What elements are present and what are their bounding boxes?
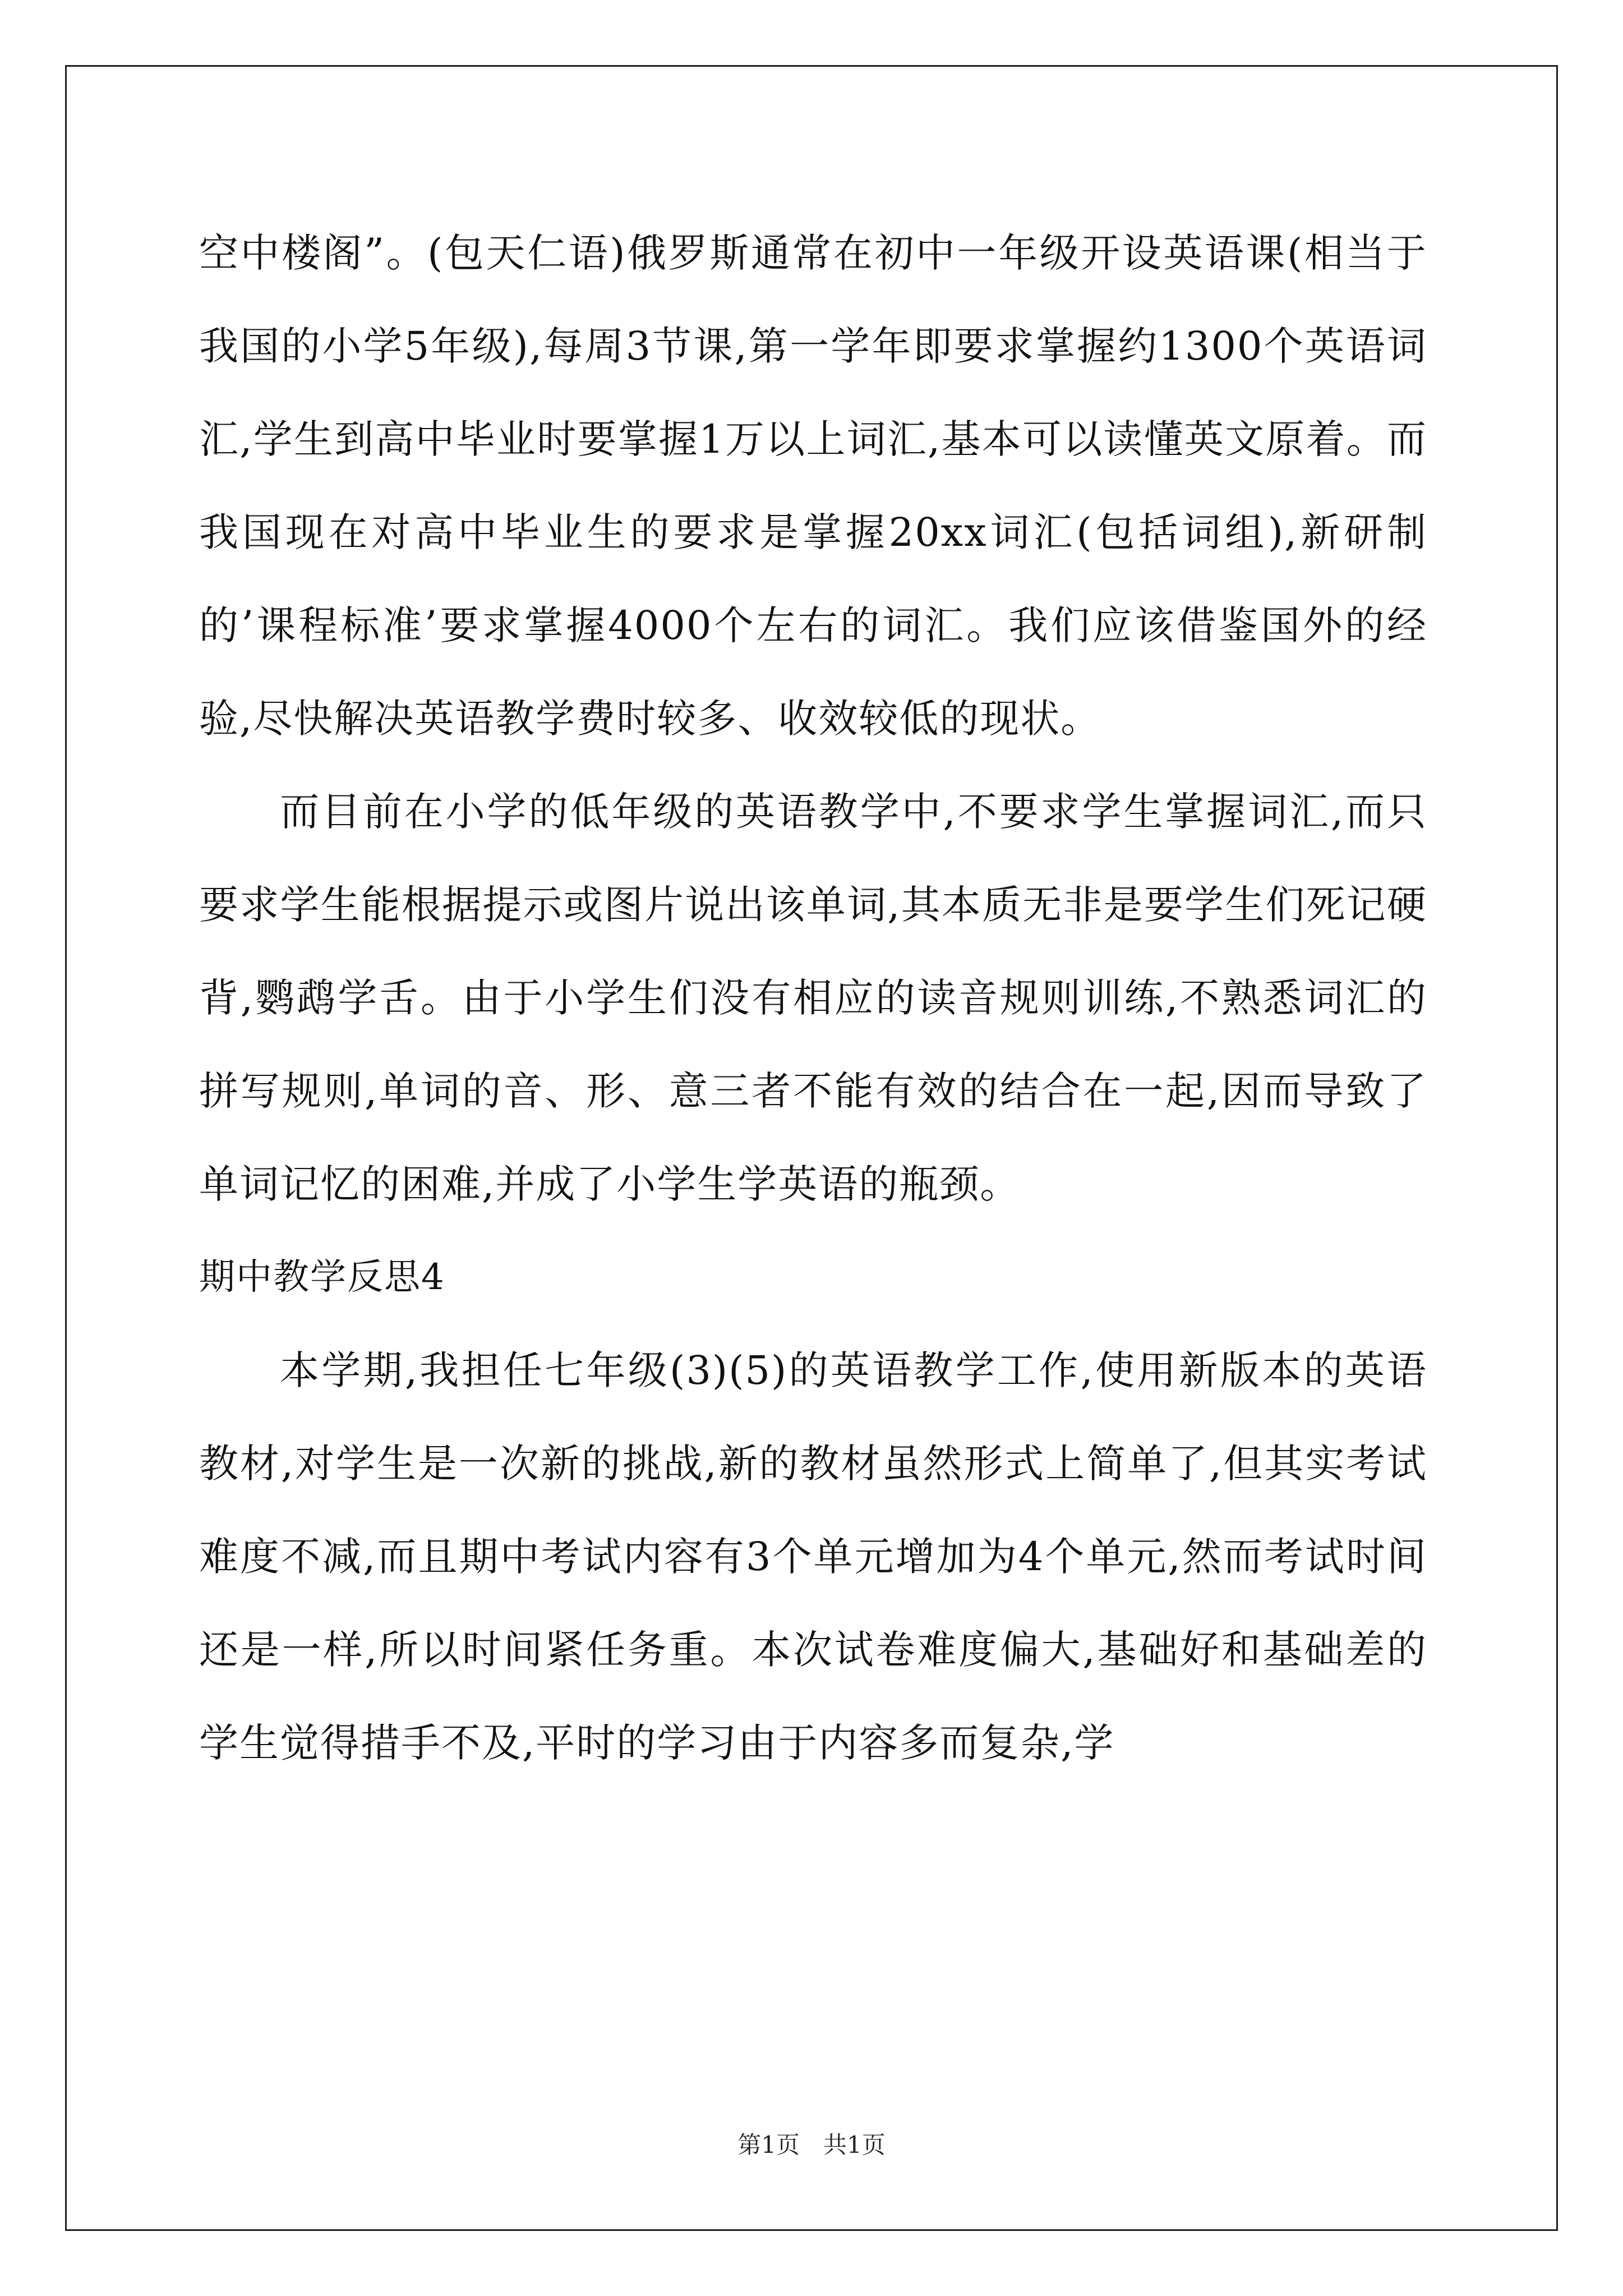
page-footer: 第1页 共1页 xyxy=(737,2131,886,2159)
section-heading: 期中教学反思4 xyxy=(199,1257,445,1298)
paragraph-1: 空中楼阁”。(包天仁语)俄罗斯通常在初中一年级开设英语课(相当于我国的小学5年级),每周3节课,第一学年即要求掌握约1300个英语词汇,学生到高中毕业时要掌握1万以上词汇,基本可以读懂英文原着。而我国现在对高中毕业生的要求是掌握20xx词汇(包括词组),新研制的’课程标准’要求掌握4000个左右的词汇。我们应该借鉴国外的经验,尽快解决英语教学费时较多、收效较低的现状。 xyxy=(199,230,1427,742)
paragraph-2: 而目前在小学的低年级的英语教学中,不要求学生掌握词汇,而只要求学生能根据提示或图片说出该单词,其本质无非是要学生们死记硬背,鹦鹉学舌。由于小学生们没有相应的读音规则训练,不熟悉词汇的拼写规则,单词的音、形、意三者不能有效的结合在一起,因而导致了单词记忆的困难,并成了小学生学英语的瓶颈。 xyxy=(199,789,1427,1207)
paragraph-3: 本学期,我担任七年级(3)(5)的英语教学工作,使用新版本的英语教材,对学生是一次新的挑战,新的教材虽然形式上简单了,但其实考试难度不减,而且期中考试内容有3个单元增加为4个单元,然而考试时间还是一样,所以时间紧任务重。本次试卷难度偏大,基础好和基础差的学生觉得措手不及,平时的学习由于内容多而复杂,学 xyxy=(199,1347,1427,1766)
document-body xyxy=(199,206,1427,1789)
